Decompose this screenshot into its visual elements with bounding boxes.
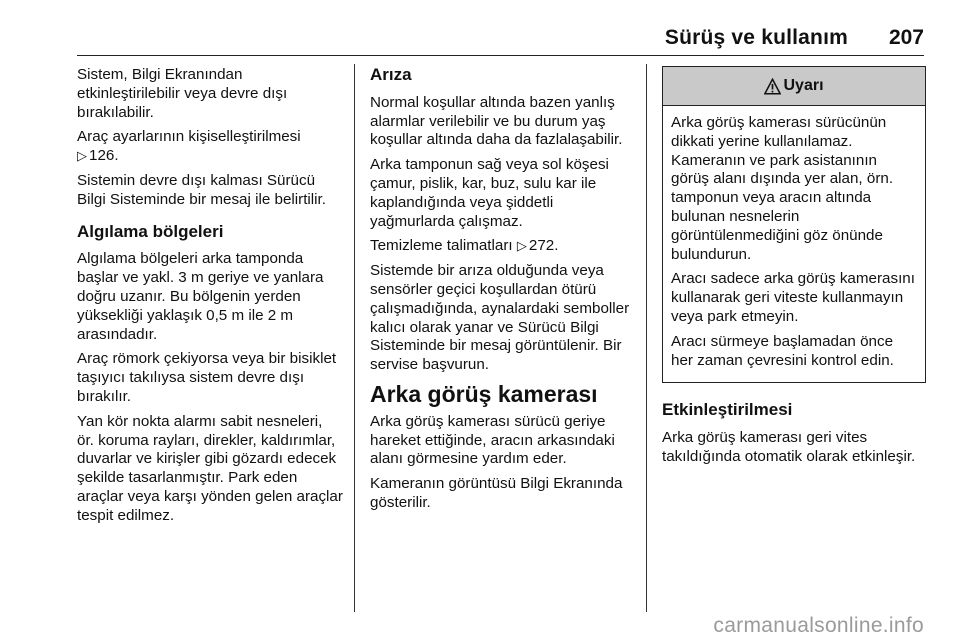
page-reference[interactable] bbox=[77, 147, 119, 164]
page-header bbox=[0, 0, 960, 56]
paragraph: Kameranın görüntüsü Bilgi Ekranında gösterilir. bbox=[370, 475, 623, 511]
column-1 bbox=[77, 66, 343, 532]
section-heading: Etkinleştirilmesi bbox=[662, 400, 793, 420]
paragraph: Aracı sadece arka görüş kamerasını kullanarak geri viteste kullanmayın veya park etmeyin. bbox=[671, 270, 915, 325]
paragraph: Araç römork çekiyorsa veya bir bisiklet taşıyıcı takılıysa sistem devre dışı bırakılır. bbox=[77, 350, 337, 405]
column-3 bbox=[662, 66, 926, 473]
running-header-title: Sürüş ve kullanım bbox=[664, 26, 848, 49]
paragraph: Arka görüş kamerası geri vites takıldığında otomatik olarak etkinleşir. bbox=[662, 429, 916, 465]
column-divider-1 bbox=[354, 64, 355, 612]
paragraph: Normal koşullar altında bazen yanlış alarmlar verilebilir ve bu durum yaş koşullar altında daha da fazlalaşabilir. bbox=[370, 93, 623, 149]
paragraph-text: Araç ayarlarının kişiselleştirilmesi bbox=[77, 128, 301, 146]
paragraph: Sistem, Bilgi Ekranından etkinleştirilebilir veya devre dışı bırakılabilir. bbox=[77, 66, 288, 121]
paragraph bbox=[370, 237, 634, 256]
paragraph: Yan kör nokta alarmı sabit nesneleri, ör. koruma rayları, direkler, kaldırımlar, duvarlar ve kirişler gibi gözardı edecek şekilde tasarlanmıştır. Park eden araçlar veya karşı yönden gelen araçlar tespit edilmez. bbox=[77, 412, 343, 524]
paragraph-text: Temizleme talimatları bbox=[370, 237, 513, 255]
page-reference[interactable] bbox=[517, 237, 559, 254]
column-2 bbox=[370, 66, 634, 519]
warning-title: Uyarı bbox=[783, 76, 824, 94]
page-reference-number: 272. bbox=[528, 237, 559, 255]
header-rule bbox=[77, 55, 924, 56]
paragraph: Aracı sürmeye başlamadan önce her zaman çevresini kontrol edin. bbox=[671, 332, 894, 369]
section-heading: Algılama bölgeleri bbox=[77, 221, 224, 241]
paragraph: Arka tamponun sağ veya sol köşesi çamur, pislik, kar, buz, sulu kar ile kaplandığında veya şiddetli yağmurlarda çalışmaz. bbox=[370, 156, 609, 230]
arrow-right-icon: ▷ bbox=[77, 148, 87, 164]
paragraph: Sistemde bir arıza olduğunda veya sensörler geçici koşullardan ötürü çalışmadığında, aynalardaki semboller kalıcı olarak yanar ve Sürücü Bilgi Sisteminde bir mesaj görüntülenir. Bir servise başvurun. bbox=[370, 262, 630, 374]
paragraph: Sistemin devre dışı kalması Sürücü Bilgi Sisteminde bir mesaj ile belirtilir. bbox=[77, 171, 326, 208]
paragraph: Arka görüş kamerası sürücü geriye hareket ettiğinde, aracın arkasındaki alanı görmesine yardım eder. bbox=[370, 412, 615, 468]
warning-triangle-icon bbox=[764, 78, 781, 95]
watermark-text: carmanualsonline.info bbox=[713, 614, 924, 637]
section-heading: Arıza bbox=[370, 65, 412, 84]
chapter-title: Arka görüş kamerası bbox=[370, 380, 598, 407]
page-reference-number: 126. bbox=[89, 147, 119, 165]
warning-body bbox=[663, 106, 925, 382]
paragraph: Arka görüş kamerası sürücünün dikkati yerine kullanılamaz. Kameranın ve park asistanının görüş alanı dışında yer alan, örn. tamponun veya aracın altında bulunan nesnelerin görüntülenmediğini göz önünde bulundurun. bbox=[671, 114, 894, 263]
paragraph bbox=[77, 128, 343, 166]
arrow-right-icon: ▷ bbox=[516, 238, 527, 254]
column-divider-2 bbox=[646, 64, 647, 612]
warning-header bbox=[663, 67, 925, 106]
paragraph: Algılama bölgeleri arka tamponda başlar ve yakl. 3 m geriye ve yanlara doğru uzanır. Bu bölgenin yerden yüksekliği yaklaşık 0,5 m ile 2 m arasındadır. bbox=[77, 250, 324, 343]
page-number: 207 bbox=[888, 26, 924, 49]
warning-box bbox=[662, 66, 926, 383]
